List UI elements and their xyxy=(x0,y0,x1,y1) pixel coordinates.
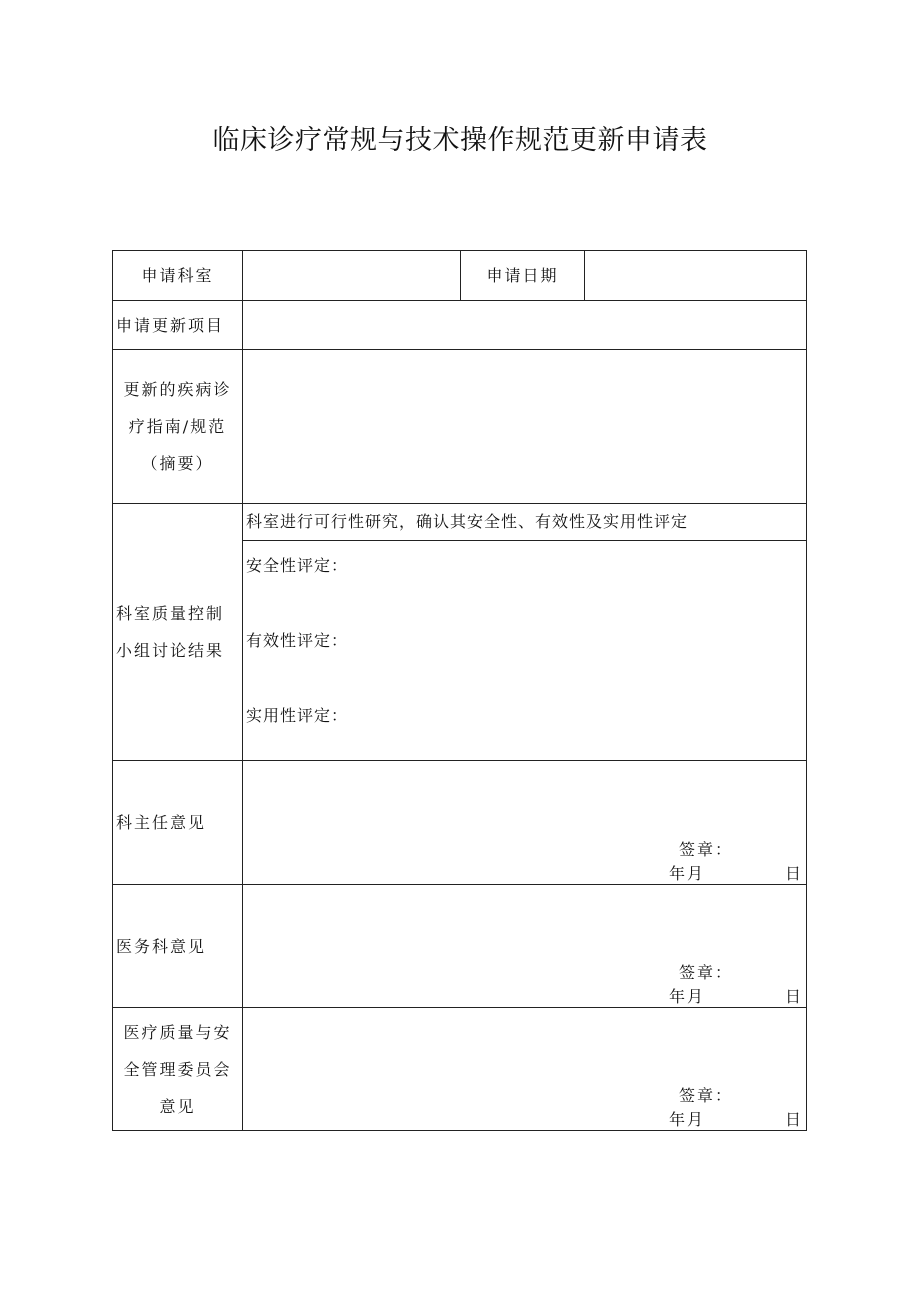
medical-affairs-field[interactable] xyxy=(243,885,807,1008)
guideline-label-line-3: （摘要） xyxy=(141,454,214,473)
department-value-field[interactable] xyxy=(243,251,461,301)
committee-label-line-1: 医疗质量与安 xyxy=(123,1022,232,1042)
department-label: 申请科室 xyxy=(113,251,243,301)
form-title: 临床诊疗常规与技术操作规范更新申请表 xyxy=(212,125,708,156)
medical-affairs-year-month-label: 年月 xyxy=(669,987,706,1006)
date-label: 申请日期 xyxy=(461,251,585,301)
practicality-evaluation-label: 实用性评定： xyxy=(246,706,349,725)
qc-label-line-1: 科室质量控制 xyxy=(116,604,225,623)
update-item-field[interactable] xyxy=(243,301,807,350)
quality-control-content xyxy=(243,504,807,761)
update-item-label: 申请更新项目 xyxy=(113,301,243,350)
row-committee-opinion xyxy=(113,1008,807,1131)
application-form-table xyxy=(112,250,807,1131)
row-director-opinion xyxy=(113,761,807,885)
guideline-summary-field[interactable] xyxy=(243,350,807,504)
committee-label-line-2: 全管理委员会 xyxy=(123,1059,232,1079)
row-department-date xyxy=(113,251,807,301)
row-quality-control xyxy=(113,504,807,761)
committee-year-month-label: 年月 xyxy=(669,1110,706,1129)
row-update-item xyxy=(113,301,807,350)
guideline-summary-label xyxy=(113,350,243,504)
date-value-field[interactable] xyxy=(585,251,807,301)
committee-opinion-label xyxy=(113,1008,243,1131)
medical-affairs-label: 医务科意见 xyxy=(113,885,243,1008)
qc-label-line-2: 小组讨论结果 xyxy=(116,641,225,660)
evaluation-area[interactable] xyxy=(243,541,806,760)
committee-day-label: 日 xyxy=(785,1110,802,1129)
committee-opinion-field[interactable] xyxy=(243,1008,807,1131)
director-opinion-field[interactable] xyxy=(243,761,807,885)
row-guideline-summary xyxy=(113,350,807,504)
medical-affairs-signature-label: 签章： xyxy=(679,963,734,982)
director-opinion-label: 科主任意见 xyxy=(113,761,243,885)
medical-affairs-day-label: 日 xyxy=(785,987,802,1006)
guideline-label-line-1: 更新的疾病诊 xyxy=(123,380,232,399)
effectiveness-evaluation-label: 有效性评定： xyxy=(246,631,349,650)
guideline-label-line-2: 疗指南/规范 xyxy=(128,417,227,436)
row-medical-affairs-opinion xyxy=(113,885,807,1008)
committee-label-line-3: 意见 xyxy=(159,1096,196,1116)
quality-control-label xyxy=(113,504,243,761)
director-day-label: 日 xyxy=(785,864,802,883)
safety-evaluation-label: 安全性评定： xyxy=(246,556,349,575)
director-year-month-label: 年月 xyxy=(669,864,706,883)
feasibility-header: 科室进行可行性研究，确认其安全性、有效性及实用性评定 xyxy=(243,504,806,541)
committee-signature-label: 签章： xyxy=(679,1086,734,1105)
director-signature-label: 签章： xyxy=(679,840,734,859)
